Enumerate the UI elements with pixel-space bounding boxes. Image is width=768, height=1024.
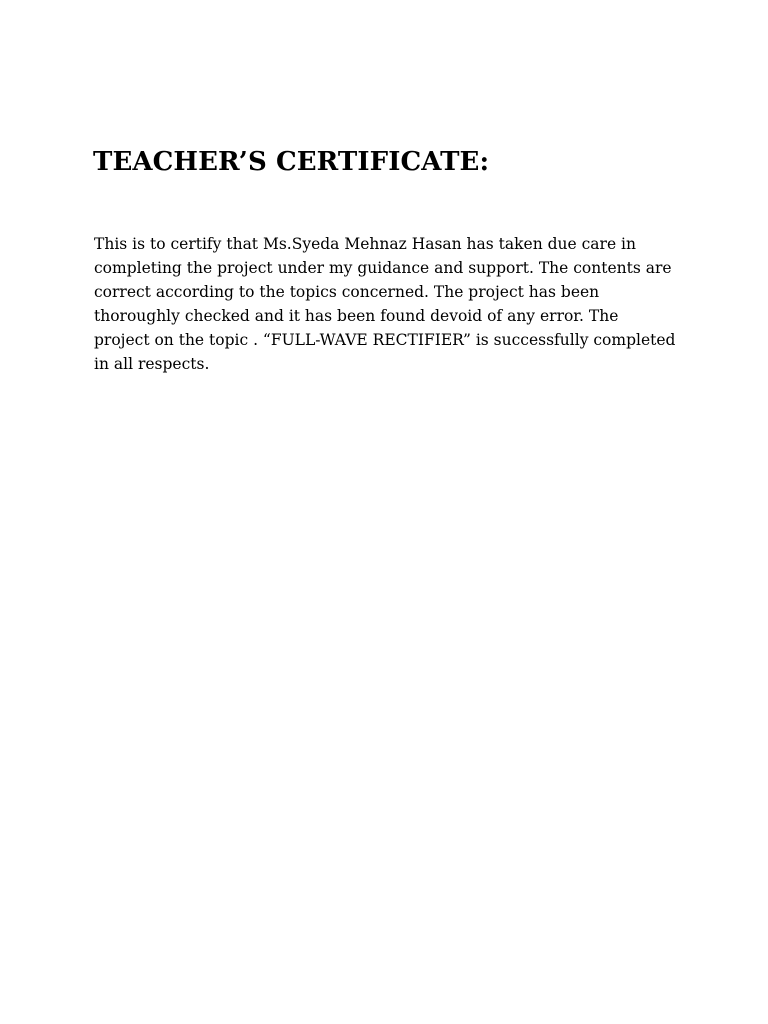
- body-line: correct according to the topics concerned. The project has been: [94, 283, 600, 301]
- certificate-heading: TEACHER’S CERTIFICATE:: [93, 147, 490, 177]
- body-line: thoroughly checked and it has been found devoid of any error. The: [94, 307, 619, 325]
- certificate-body: [94, 232, 694, 376]
- body-line: This is to certify that Ms.Syeda Mehnaz Hasan has taken due care in: [94, 235, 636, 253]
- body-line: in all respects.: [94, 355, 210, 373]
- body-line: completing the project under my guidance and support. The contents are: [94, 259, 672, 277]
- body-line: project on the topic . “FULL-WAVE RECTIFIER” is successfully completed: [94, 331, 676, 349]
